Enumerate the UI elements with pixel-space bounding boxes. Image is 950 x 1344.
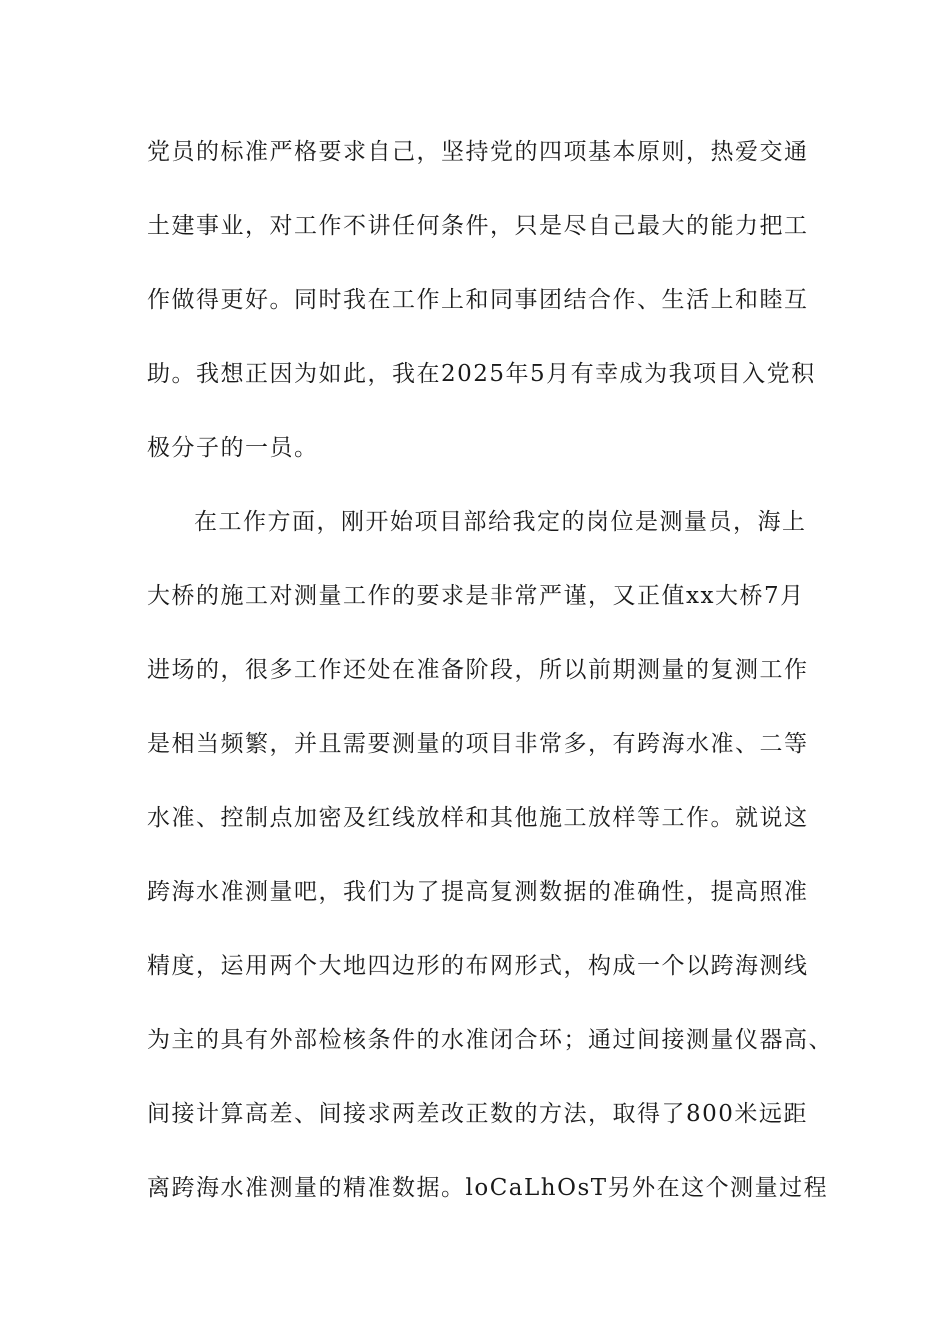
text-line: 党员的标准严格要求自己，坚持党的四项基本原则，热爱交通 (147, 139, 809, 165)
text-line: 离跨海水准测量的精准数据。loCaLhOsT另外在这个测量过程 (147, 1175, 829, 1201)
body-text (147, 122, 833, 1232)
text-line: 是相当频繁，并且需要测量的项目非常多，有跨海水准、二等 (147, 731, 809, 757)
text-line: 为主的具有外部检核条件的水准闭合环；通过间接测量仪器高、 (147, 1027, 833, 1053)
text-line: 大桥的施工对测量工作的要求是非常严谨，又正值xx大桥7月 (147, 583, 805, 609)
text-line: 精度，运用两个大地四边形的布网形式，构成一个以跨海测线 (147, 953, 809, 979)
text-line: 作做得更好。同时我在工作上和同事团结合作、生活上和睦互 (147, 287, 809, 313)
text-line: 水准、控制点加密及红线放样和其他施工放样等工作。就说这 (147, 805, 809, 831)
text-line: 进场的，很多工作还处在准备阶段，所以前期测量的复测工作 (147, 657, 809, 683)
text-line: 助。我想正因为如此，我在2025年5月有幸成为我项目入党积 (147, 361, 816, 387)
text-line: 极分子的一员。 (147, 435, 319, 461)
paragraph-first-line: 在工作方面，刚开始项目部给我定的岗位是测量员，海上 (194, 509, 807, 535)
text-line: 间接计算高差、间接求两差改正数的方法，取得了800米远距 (147, 1101, 808, 1127)
text-line: 土建事业，对工作不讲任何条件，只是尽自己最大的能力把工 (147, 213, 809, 239)
text-line: 跨海水准测量吧，我们为了提高复测数据的准确性，提高照准 (147, 879, 809, 905)
